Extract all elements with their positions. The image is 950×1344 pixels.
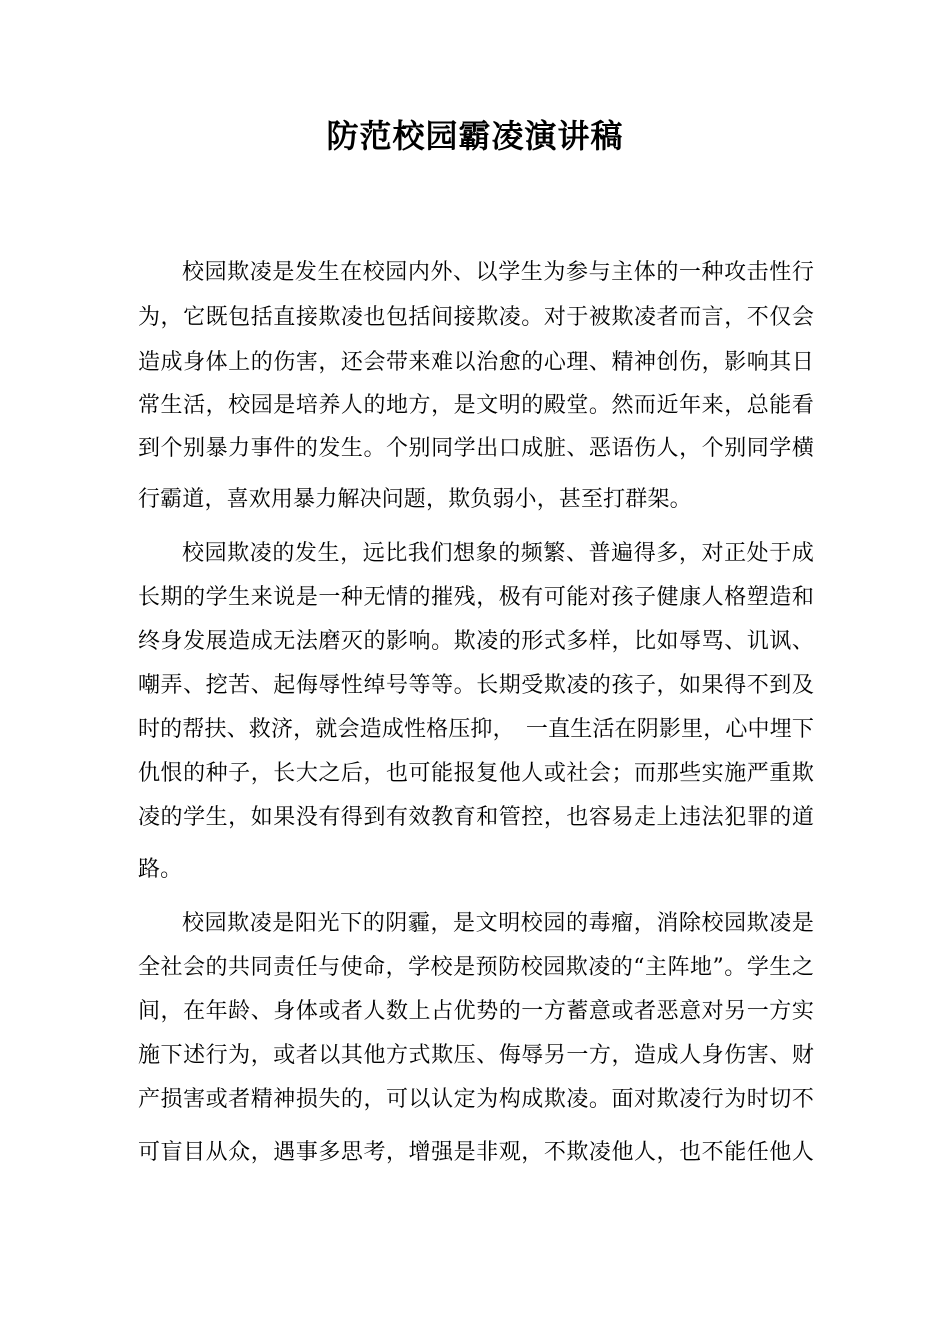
paragraph-line: 产损害或者精神损失的，可以认定为构成欺凌。面对欺凌行为时切不 — [138, 1087, 814, 1112]
paragraph-line: 常生活，校园是培养人的地方，是文明的殿堂。然而近年来，总能看 — [138, 393, 814, 418]
paragraph-line: 全社会的共同责任与使命，学校是预防校园欺凌的“主阵地”。学生之 — [138, 955, 814, 980]
paragraph-line: 校园欺凌是阳光下的阴霾，是文明校园的毒瘤，消除校园欺凌是 — [182, 911, 814, 936]
paragraph-line: 造成身体上的伤害，还会带来难以治愈的心理、精神创伤，影响其日 — [138, 350, 814, 375]
paragraph-line: 行霸道，喜欢用暴力解决问题，欺负弱小，甚至打群架。 — [138, 487, 692, 512]
paragraph-line: 长期的学生来说是一种无情的摧残，极有可能对孩子健康人格塑造和 — [138, 585, 814, 610]
paragraph-line: 间，在年龄、身体或者人数上占优势的一方蓄意或者恶意对另一方实 — [138, 999, 814, 1024]
paragraph-line: 时的帮扶、救济，就会造成性格压抑， 一直生活在阴影里，心中埋下 — [138, 717, 814, 742]
paragraph-line: 校园欺凌是发生在校园内外、以学生为参与主体的一种攻击性行 — [182, 260, 814, 285]
paragraph-line: 校园欺凌的发生，远比我们想象的频繁、普遍得多，对正处于成 — [182, 541, 814, 566]
paragraph-line: 嘲弄、挖苦、起侮辱性绰号等等。长期受欺凌的孩子，如果得不到及 — [138, 673, 814, 698]
paragraph-line: 到个别暴力事件的发生。个别同学出口成脏、恶语伤人，个别同学横 — [138, 436, 814, 461]
paragraph-line: 为，它既包括直接欺凌也包括间接欺凌。对于被欺凌者而言，不仅会 — [138, 305, 814, 330]
paragraph-line: 仇恨的种子，长大之后，也可能报复他人或社会；而那些实施严重欺 — [138, 761, 814, 786]
paragraph-line: 终身发展造成无法磨灭的影响。欺凌的形式多样，比如辱骂、讥讽、 — [138, 629, 814, 654]
paragraph-line: 可盲目从众，遇事多思考，增强是非观，不欺凌他人，也不能任他人 — [138, 1140, 814, 1165]
paragraph-line: 路。 — [138, 857, 183, 882]
document-title: 防范校园霸凌演讲稿 — [326, 117, 624, 155]
paragraph-line: 施下述行为，或者以其他方式欺压、侮辱另一方，造成人身伤害、财 — [138, 1043, 814, 1068]
paragraph-line: 凌的学生，如果没有得到有效教育和管控，也容易走上违法犯罪的道 — [138, 805, 814, 830]
